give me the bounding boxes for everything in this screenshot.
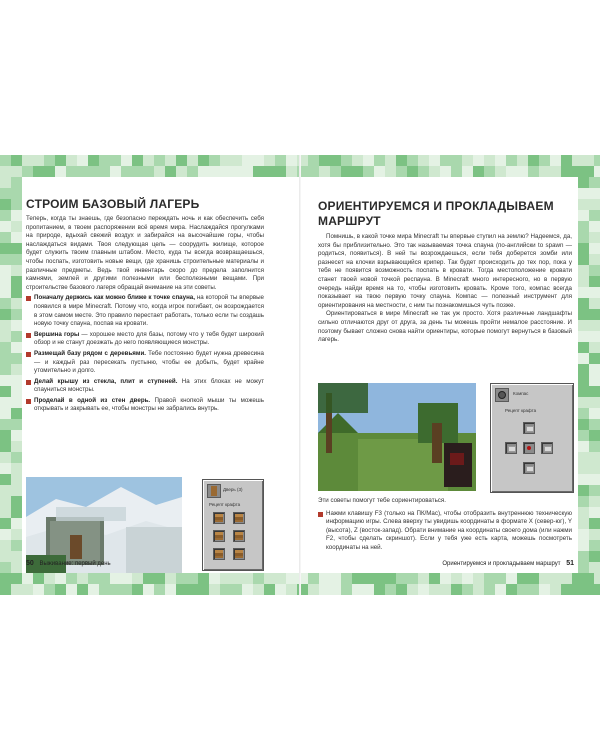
tips-caption: Эти советы помогут тебе сориентироваться. <box>318 497 446 504</box>
left-text-block <box>26 215 264 414</box>
page-number: 51 <box>566 560 574 567</box>
tip-lead: Поначалу держись как можно ближе к точке спауна, <box>34 294 195 302</box>
pixel-border-left <box>0 177 22 573</box>
tips-block <box>318 497 572 553</box>
door-item-slot <box>207 484 221 498</box>
recipe-slot <box>233 548 245 560</box>
book-gutter <box>299 155 301 595</box>
base-scene-image <box>26 477 182 573</box>
tip-text: Правой кнопкой мыши ты можешь открывать и закрывать ее, чтобы монстры не забрались внутрь. <box>34 396 264 413</box>
tip-lead: Размещай базу рядом с деревьями. <box>34 349 146 357</box>
running-footer: Выживание: первый день <box>39 561 111 567</box>
recipe-slot <box>505 442 517 454</box>
f3-tip <box>318 510 572 553</box>
compass-item-slot <box>495 388 509 402</box>
pixel-border-right <box>578 177 600 573</box>
tip-lead: Вершина горы <box>34 330 80 338</box>
right-text-block <box>318 233 572 345</box>
plank-icon <box>215 514 223 522</box>
right-footer <box>442 560 574 567</box>
left-footer <box>26 560 111 567</box>
compass-icon <box>498 391 506 399</box>
spawn-paragraph: Помнишь, в какой точке мира Minecraft ты впервые ступил на землю? Надеемся, да, хотя бы приблизительно. Это так называемая точка спауна (по-английски to spawn — родиться, появиться). В ней ты возрождаешься, если тебя доберется зомби или разнесет на клочки взрывающийся крипер. Так будет происходить до тех пор, пока у тебя не появится возможность поспать в кровати. Тогда местоположение кровати станет твоей новой точкой респауна. В Minecraft много интересного, но в первую очередь найди время на то, чтобы изготовить кровать. Кроме того, компас всегда показывает на твою первую точку спауна. Компас — полезный инструмент для ориентирования на местности, с ним ты познакомишься чуть позже. <box>318 233 572 309</box>
recipe-slot <box>541 442 553 454</box>
landscape-image <box>318 383 476 491</box>
recipe-slot <box>523 422 535 434</box>
bullet-square-icon <box>318 512 323 517</box>
bullet-square-icon <box>26 333 31 338</box>
tip-item <box>26 378 264 395</box>
tip-item <box>26 294 264 328</box>
recipe-slot <box>233 512 245 524</box>
tip-text: Тебе постоянно будет нужна древесина — и каждый раз пересекать пустыню, чтобы ее добыть, будет крайне утомительно и долго. <box>34 349 264 375</box>
plank-icon <box>235 532 243 540</box>
iron-ingot-icon <box>508 446 516 452</box>
bullet-square-icon <box>26 352 31 357</box>
tip-text: — хорошее место для базы, потому что у тебя будет широкий обзор и не станут доезжать до него появляющиеся монстры. <box>34 330 264 347</box>
bullet-square-icon <box>26 296 31 301</box>
tip-text: на которой ты впервые появился в мире Minecraft. Потому что, когда игрок погибает, он возрождается в этом самом месте. Это правило перестает работать, только если ты создашь новую точку спауна, поспав на кровати. <box>34 294 264 328</box>
tip-lead: Проделай в одной из стен дверь. <box>34 396 151 404</box>
iron-ingot-icon <box>544 446 552 452</box>
plank-icon <box>235 550 243 558</box>
bullet-square-icon <box>26 380 31 385</box>
right-page <box>312 177 578 573</box>
recipe-slot <box>213 530 225 542</box>
left-page <box>22 177 288 573</box>
tip-item <box>26 331 264 348</box>
recipe-slot <box>523 442 535 454</box>
compass-recipe-panel <box>490 383 574 493</box>
recipe-slot <box>213 512 225 524</box>
tip-text: На этих блоках не можут спауниться монстры. <box>34 377 264 394</box>
tips-list <box>26 294 264 414</box>
page-number: 50 <box>26 560 34 567</box>
recipe-slot <box>213 548 225 560</box>
door-panel-title: Дверь (3) <box>223 487 243 492</box>
page-title: СТРОИМ БАЗОВЫЙ ЛАГЕРЬ <box>26 197 200 211</box>
compass-recipe-label: Рецепт крафта <box>505 408 537 413</box>
compass-panel-title: Компас <box>513 391 529 396</box>
iron-ingot-icon <box>526 426 534 432</box>
door-recipe-panel <box>202 479 264 571</box>
orientation-paragraph: Ориентироваться в мире Minecraft не так уж просто. Хотя различные ландшафты сильно отличаются друг от друга, за день ты можешь пройти немалое расстояние. И поэтому бывает сложно снова найти ориентиры, которые помогут вернуться в базовый лагерь. <box>318 310 572 344</box>
plank-icon <box>215 532 223 540</box>
tip-item <box>26 397 264 414</box>
iron-ingot-icon <box>526 466 534 472</box>
bullet-square-icon <box>26 399 31 404</box>
book-spread <box>0 155 600 595</box>
f3-tip-text: Нажми клавишу F3 (только на ПК/Mac), чтобы отобразить внутреннюю техническую информацию игры. Слева вверху ты увидишь координаты в формате X (север-юг), Y (высота), Z (восток-запад). Обрати внимание на координаты своего дома (или нажми F2, чтобы сделать скриншот). Если у тебя уже есть карта, можешь посмотреть координаты на ней. <box>326 509 572 551</box>
plank-icon <box>215 550 223 558</box>
tip-lead: Делай крышу из стекла, плит и ступеней. <box>34 377 178 385</box>
redstone-icon <box>527 446 531 450</box>
landscape-screenshot <box>318 383 476 491</box>
door-icon <box>211 486 217 496</box>
recipe-slot <box>523 462 535 474</box>
running-footer: Ориентируемся и прокладываем маршрут <box>442 561 561 567</box>
intro-paragraph: Теперь, когда ты знаешь, где безопасно переждать ночь и как обеспечить себя пропитанием, в твоем распоряжении всё время мира. Наслаждайся прогулками на природе, вдыхай свежий воздух и забирайся на высочайшие горы, чтобы наслаждаться видами. Твоя следующая цель — соорудить жилище, которое будет служить твоим главным штабом. Место, куда ты всегда возвращаешься, чтобы поспать, изготовить новые вещи, где хранишь строительные материалы и различные предметы. Ведь твой инвентарь скоро до предела заполнится камнями, землей и другими полезными или бесполезными вещами. При строительстве базового лагеря обращай внимание на эти советы. <box>26 215 264 291</box>
plank-icon <box>235 514 243 522</box>
page-title: ОРИЕНТИРУЕМСЯ И ПРОКЛАДЫВАЕМ МАРШРУТ <box>318 199 554 228</box>
base-screenshot <box>26 477 182 573</box>
tip-item <box>26 350 264 376</box>
recipe-slot <box>233 530 245 542</box>
door-recipe-label: Рецепт крафта <box>209 502 241 507</box>
